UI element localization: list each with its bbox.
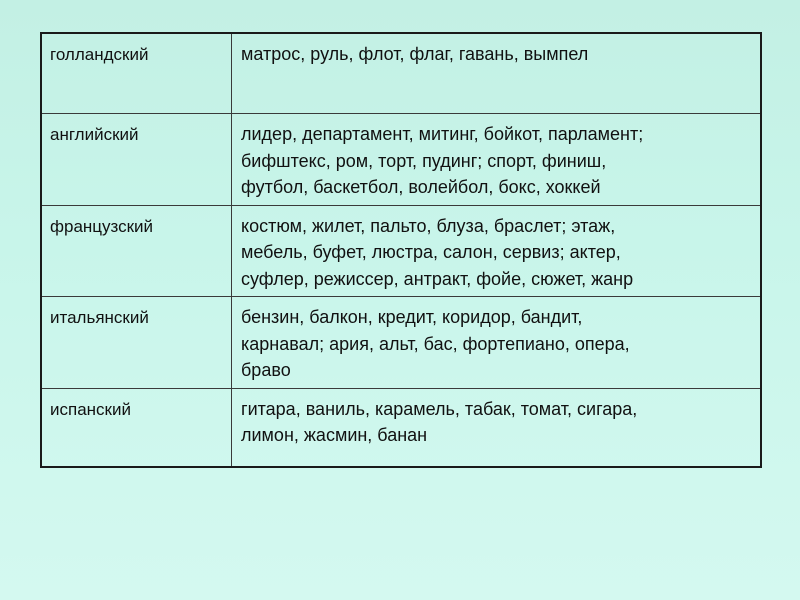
words-line: гитара, ваниль, карамель, табак, томат, сигара, [241,398,638,419]
language-cell: голландский [41,33,232,114]
words-cell [232,297,762,389]
words-line: лимон, жасмин, банан [241,425,428,445]
words-line: костюм, жилет, пальто, блуза, браслет; этаж, [241,215,616,236]
words-line: браво [241,360,291,380]
words-line: матрос, руль, флот, флаг, гавань, вымпел [241,44,589,64]
language-cell: итальянский [41,297,232,389]
table-row [41,205,761,297]
language-cell: английский [41,114,232,206]
words-line: бензин, балкон, кредит, коридор, бандит, [241,307,583,327]
words-cell [232,388,762,467]
words-line: футбол, баскетбол, волейбол, бокс, хоккей [241,177,601,197]
words-cell [232,114,762,206]
words-line: бифштекс, ром, торт, пудинг; спорт, финиш, [241,150,607,171]
table-row [41,297,761,389]
table-row [41,114,761,206]
words-cell [232,33,762,114]
borrowed-words-table [40,32,762,468]
words-line: карнавал; ария, альт, бас, фортепиано, опера, [241,333,630,354]
table-row [41,388,761,467]
words-line: мебель, буфет, люстра, салон, сервиз; актер, [241,242,621,262]
table-row [41,33,761,114]
language-cell: испанский [41,388,232,467]
language-cell: французский [41,205,232,297]
words-line: лидер, департамент, митинг, бойкот, парламент; [241,124,644,144]
words-cell [232,205,762,297]
words-line: суфлер, режиссер, антракт, фойе, сюжет, жанр [241,268,634,289]
